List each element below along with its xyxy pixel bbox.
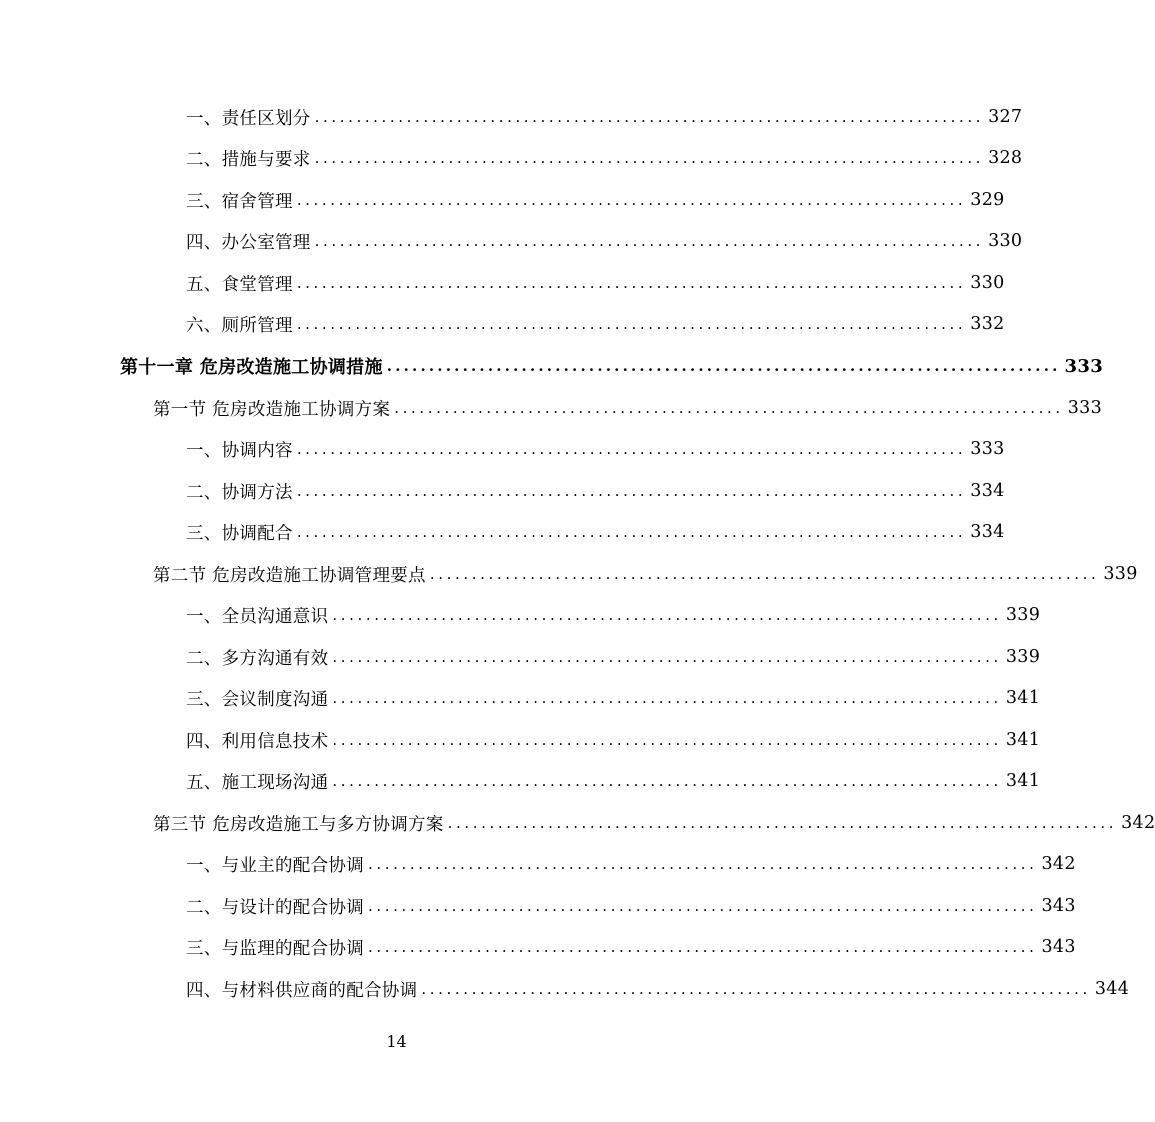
- toc-entry-page: 339: [1103, 564, 1138, 584]
- toc-entry-page: 344: [1094, 979, 1130, 999]
- toc-entry-label: 四、利用信息技术: [186, 731, 329, 752]
- toc-entry[interactable]: [186, 891, 1076, 921]
- toc-entry-label: 一、责任区划分: [186, 108, 311, 129]
- toc-entry[interactable]: [186, 226, 1023, 256]
- toc-leader-dots: ................................................................................: [296, 440, 967, 458]
- toc-entry-page: 330: [988, 231, 1023, 251]
- toc-entry-label: 第十一章 危房改造施工协调措施: [120, 357, 383, 378]
- toc-entry[interactable]: [186, 600, 1041, 630]
- toc-leader-dots: ................................................................................: [447, 814, 1118, 832]
- toc-entry-page: 341: [1005, 688, 1041, 708]
- toc-leader-dots: ................................................................................: [296, 315, 967, 333]
- toc-entry-page: 339: [1005, 605, 1041, 625]
- toc-entry[interactable]: [186, 434, 1005, 464]
- toc-leader-dots: ................................................................................: [394, 399, 1064, 417]
- toc-entry-label: 三、协调配合: [186, 523, 293, 544]
- toc-entry-page: 327: [988, 107, 1023, 127]
- toc-entry[interactable]: [186, 766, 1041, 796]
- toc-leader-dots: ................................................................................: [296, 191, 967, 209]
- toc-leader-dots: ................................................................................: [296, 274, 967, 292]
- toc-entry-page: 342: [1041, 854, 1076, 874]
- toc-entry-page: 330: [970, 273, 1005, 293]
- toc-entry[interactable]: [186, 517, 1005, 547]
- toc-entry-page: 342: [1121, 813, 1155, 833]
- toc-leader-dots: ................................................................................: [314, 108, 985, 126]
- toc-entry-label: 一、全员沟通意识: [186, 606, 329, 627]
- toc-entry[interactable]: [186, 476, 1005, 506]
- toc-entry-label: 四、办公室管理: [186, 232, 311, 253]
- toc-entry-label: 一、协调内容: [186, 440, 293, 461]
- toc-entry-label: 第二节 危房改造施工协调管理要点: [153, 565, 426, 586]
- toc-leader-dots: ................................................................................: [368, 897, 1038, 915]
- toc-entry-label: 五、食堂管理: [186, 274, 293, 295]
- toc-entry-page: 333: [1064, 355, 1104, 377]
- toc-entry-label: 第三节 危房改造施工与多方协调方案: [153, 814, 444, 835]
- toc-section-entry[interactable]: [153, 559, 1138, 589]
- toc-leader-dots: ................................................................................: [314, 149, 985, 167]
- toc-entry-page: 328: [988, 148, 1023, 168]
- toc-entry-page: 329: [970, 190, 1005, 210]
- toc-entry[interactable]: [186, 143, 1023, 173]
- toc-entry-label: 第一节 危房改造施工协调方案: [153, 399, 391, 420]
- toc-entry[interactable]: [186, 642, 1041, 672]
- toc-entry[interactable]: [186, 974, 1130, 1004]
- toc-leader-dots: ................................................................................: [332, 689, 1002, 707]
- toc-entry[interactable]: [186, 309, 1005, 339]
- toc-entry-page: 341: [1005, 730, 1041, 750]
- toc-entry-page: 343: [1041, 937, 1076, 957]
- toc-entry[interactable]: [186, 932, 1076, 962]
- toc-entry-page: 341: [1005, 771, 1041, 791]
- toc-leader-dots: ................................................................................: [332, 648, 1002, 666]
- toc-entry-page: 333: [970, 439, 1005, 459]
- toc-leader-dots: ................................................................................: [368, 855, 1038, 873]
- toc-leader-dots: ................................................................................: [386, 357, 1061, 375]
- toc-entry-page: 333: [1067, 398, 1103, 418]
- toc-entry-page: 332: [970, 314, 1005, 334]
- toc-leader-dots: ................................................................................: [332, 606, 1002, 624]
- toc-entry-label: 二、多方沟通有效: [186, 648, 329, 669]
- toc-section-entry[interactable]: [153, 393, 1103, 423]
- toc-entry-page: 343: [1041, 896, 1076, 916]
- toc-entry[interactable]: [186, 268, 1005, 298]
- toc-leader-dots: ................................................................................: [421, 980, 1091, 998]
- toc-entry[interactable]: [186, 725, 1041, 755]
- toc-entry-label: 五、施工现场沟通: [186, 772, 329, 793]
- toc-entry[interactable]: [186, 849, 1076, 879]
- page-number: 14: [386, 1032, 407, 1051]
- toc-entry-label: 三、宿舍管理: [186, 191, 293, 212]
- toc-entry[interactable]: [186, 185, 1005, 215]
- toc-entry-page: 339: [1005, 647, 1041, 667]
- toc-chapter-entry[interactable]: [120, 351, 1104, 381]
- toc-entry-label: 二、措施与要求: [186, 149, 311, 170]
- toc-entry[interactable]: [186, 683, 1041, 713]
- toc-section-entry[interactable]: [153, 808, 1155, 838]
- toc-leader-dots: ................................................................................: [368, 938, 1038, 956]
- toc-leader-dots: ................................................................................: [296, 482, 967, 500]
- toc-entry-label: 一、与业主的配合协调: [186, 855, 364, 876]
- toc-entry[interactable]: [186, 102, 1023, 132]
- toc-entry-page: 334: [970, 481, 1005, 501]
- toc-leader-dots: ................................................................................: [296, 523, 967, 541]
- toc-leader-dots: ................................................................................: [332, 731, 1002, 749]
- toc-leader-dots: ................................................................................: [429, 565, 1100, 583]
- toc-entry-label: 三、与监理的配合协调: [186, 938, 364, 959]
- toc-entry-page: 334: [970, 522, 1005, 542]
- toc-entry-label: 二、与设计的配合协调: [186, 897, 364, 918]
- toc-leader-dots: ................................................................................: [332, 772, 1002, 790]
- toc-entry-label: 二、协调方法: [186, 482, 293, 503]
- toc-entry-label: 六、厕所管理: [186, 315, 293, 336]
- toc-entry-label: 四、与材料供应商的配合协调: [186, 980, 418, 1001]
- toc-leader-dots: ................................................................................: [314, 232, 985, 250]
- toc-entry-label: 三、会议制度沟通: [186, 689, 329, 710]
